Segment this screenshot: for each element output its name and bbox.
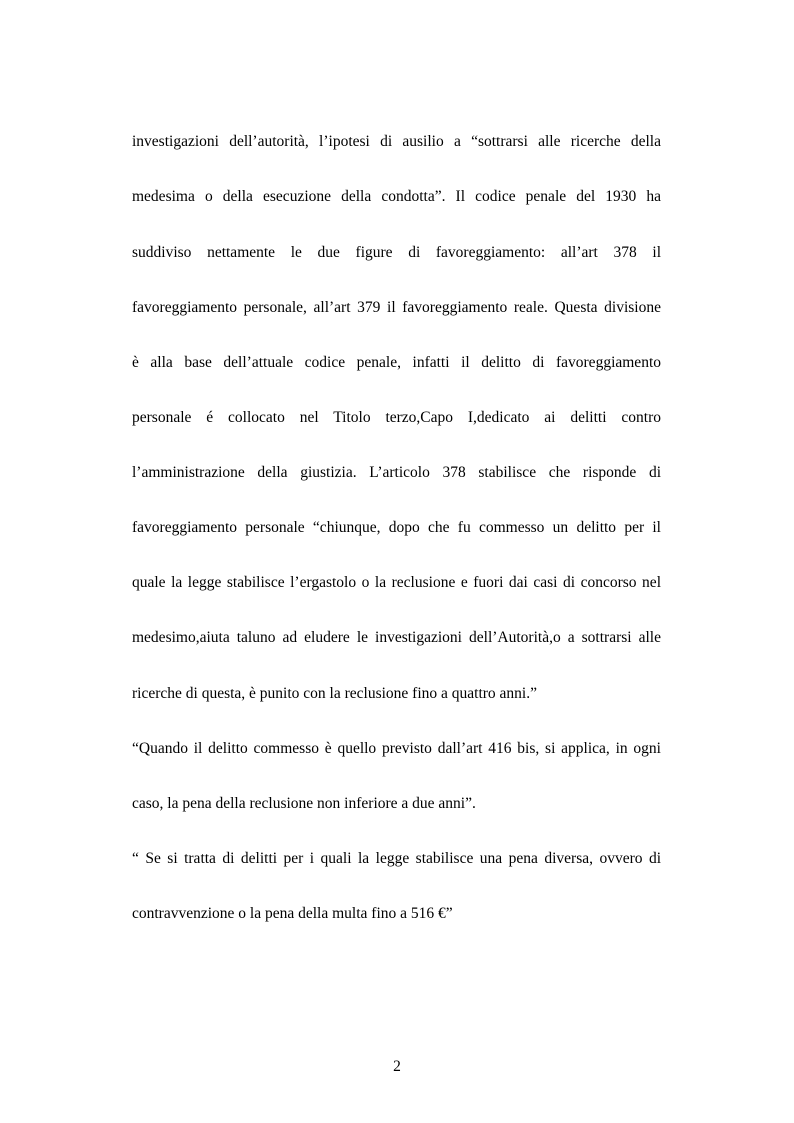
text-line: favoreggiamento personale “chiunque, dopo che fu commesso un delitto per il [132, 519, 661, 536]
text-line: “ Se si tratta di delitti per i quali la legge stabilisce una pena diversa, ovvero di [132, 850, 661, 867]
text-line: investigazioni dell’autorità, l’ipotesi di ausilio a “sottrarsi alle ricerche della [132, 133, 661, 150]
text-line: medesimo,aiuta taluno ad eludere le investigazioni dell’Autorità,o a sottrarsi alle [132, 629, 661, 646]
text-line: caso, la pena della reclusione non inferiore a due anni”. [132, 795, 476, 812]
text-line: ricerche di questa, è punito con la reclusione fino a quattro anni.” [132, 685, 537, 702]
text-line: contravvenzione o la pena della multa fino a 516 €” [132, 905, 453, 922]
text-line: è alla base dell’attuale codice penale, infatti il delitto di favoreggiamento [132, 354, 661, 371]
text-line: personale é collocato nel Titolo terzo,Capo I,dedicato ai delitti contro [132, 409, 661, 426]
text-line: “Quando il delitto commesso è quello previsto dall’art 416 bis, si applica, in ogni [132, 740, 661, 757]
text-line: favoreggiamento personale, all’art 379 il favoreggiamento reale. Questa divisione [132, 299, 661, 316]
text-line: suddiviso nettamente le due figure di favoreggiamento: all’art 378 il [132, 244, 661, 261]
text-line: medesima o della esecuzione della condotta”. Il codice penale del 1930 ha [132, 188, 661, 205]
text-line: quale la legge stabilisce l’ergastolo o la reclusione e fuori dai casi di concorso nel [132, 574, 661, 591]
page-number: 2 [393, 1058, 401, 1075]
text-line: l’amministrazione della giustizia. L’articolo 378 stabilisce che risponde di [132, 464, 661, 481]
